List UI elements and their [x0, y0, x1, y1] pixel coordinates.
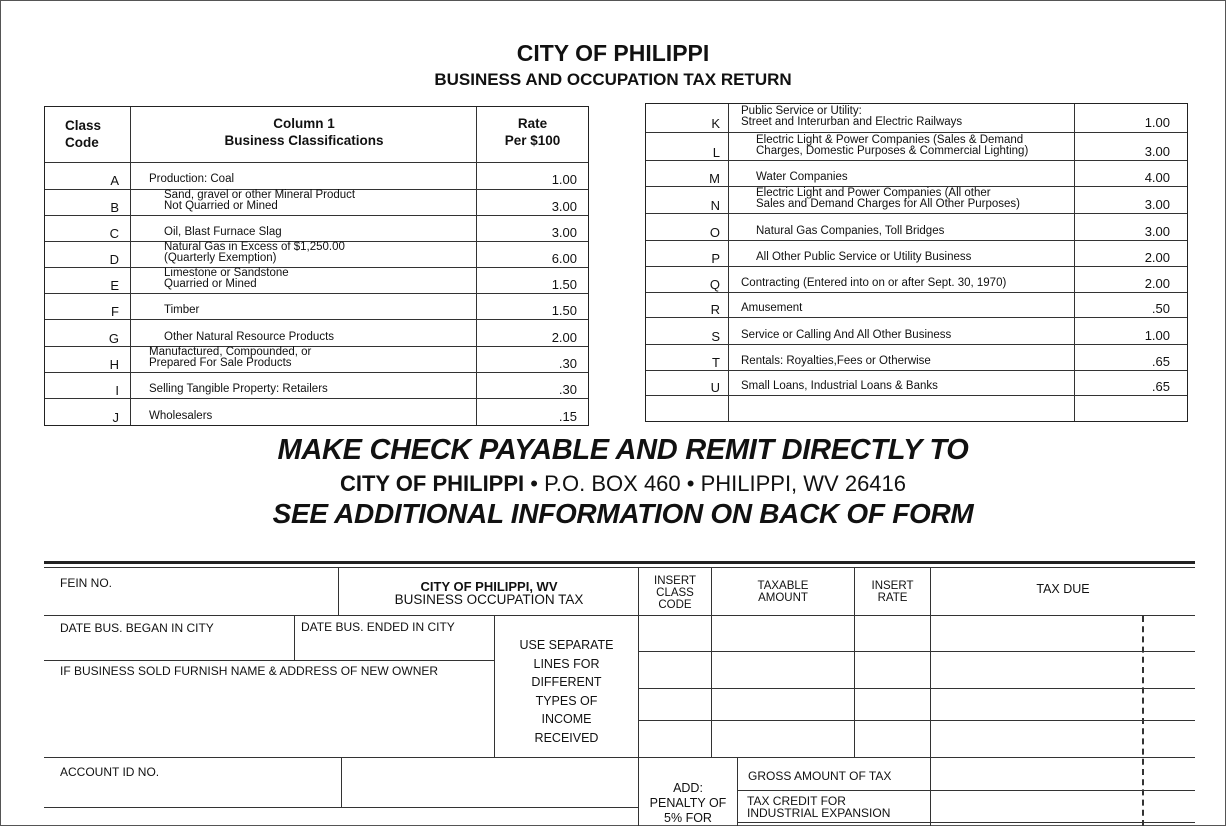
class-code: E: [110, 278, 119, 293]
cents-separator: [1142, 616, 1144, 826]
gross-amount-label: GROSS AMOUNT OF TAX: [748, 769, 892, 783]
form-divider: [737, 757, 738, 826]
business-sold-label: IF BUSINESS SOLD FURNISH NAME & ADDRESS OF NEW OWNER: [60, 664, 439, 678]
remit-address: [0, 471, 1226, 497]
rate-row: [45, 398, 588, 426]
rate-row: [45, 293, 588, 320]
form-rule-1: [44, 567, 1195, 568]
tax-rate: 2.00: [1144, 276, 1170, 291]
class-code: A: [110, 173, 119, 188]
date-ended-label: DATE BUS. ENDED IN CITY: [301, 620, 455, 634]
tax-rate: 3.00: [1144, 197, 1170, 212]
form-rule: [44, 757, 1195, 758]
header-business-classifications: Column 1 Business Classifications: [224, 116, 384, 148]
class-code: P: [711, 251, 720, 266]
classification-description: Selling Tangible Property: Retailers: [149, 383, 328, 395]
classification-description: Small Loans, Industrial Loans & Banks: [741, 380, 938, 392]
class-code: D: [109, 252, 119, 267]
form-rule: [44, 807, 638, 808]
tax-rate: 1.00: [1144, 328, 1170, 343]
form-rule: [737, 790, 1195, 791]
class-code: B: [110, 200, 119, 215]
rate-row: [45, 215, 588, 242]
tax-rate: .65: [1151, 379, 1170, 394]
tax-rate: .50: [1151, 301, 1170, 316]
insert-class-code-header: INSERT CLASS CODE: [654, 575, 696, 611]
rate-table-right: [645, 103, 1188, 422]
rate-row: [646, 213, 1187, 241]
rate-row: [45, 189, 588, 216]
rate-row: [646, 344, 1187, 371]
tax-rate: 6.00: [551, 251, 577, 266]
rate-row: [45, 346, 588, 373]
classification-description: Production: Coal: [149, 173, 235, 185]
form-divider: [341, 757, 342, 807]
form-rule: [638, 651, 1195, 652]
class-code: M: [709, 171, 720, 186]
classification-description: Manufactured, Compounded, or Prepared For Sale Products: [149, 346, 312, 369]
classification-description: Other Natural Resource Products: [164, 331, 335, 343]
form-rule: [737, 822, 1195, 823]
tax-rate: 3.00: [1144, 224, 1170, 239]
class-code: N: [710, 198, 720, 213]
classification-description: Water Companies: [756, 171, 848, 183]
rate-row: [45, 241, 588, 268]
date-began-label: DATE BUS. BEGAN IN CITY: [60, 621, 214, 635]
account-id-label: ACCOUNT ID NO.: [60, 765, 160, 779]
tax-credit-label: TAX CREDIT FOR INDUSTRIAL EXPANSION: [747, 794, 891, 820]
tax-rate: 3.00: [1144, 144, 1170, 159]
classification-description: Wholesalers: [149, 410, 213, 422]
remit-note: SEE ADDITIONAL INFORMATION ON BACK OF FORM: [272, 498, 974, 529]
class-code: G: [108, 331, 119, 346]
classification-description: Service or Calling And All Other Business: [741, 329, 952, 341]
tax-rate: 1.00: [1144, 115, 1170, 130]
rate-row: [45, 319, 588, 347]
tax-rate: .15: [558, 409, 577, 424]
remit-box: • P.O. BOX 460 • PHILIPPI, WV 26416: [524, 471, 907, 496]
empty-row-rule: [646, 395, 1187, 396]
class-code: T: [712, 355, 720, 370]
tax-rate: 2.00: [1144, 250, 1170, 265]
class-code: F: [111, 304, 119, 319]
taxable-amount-header: TAXABLE AMOUNT: [757, 580, 809, 604]
tax-due-header: TAX DUE: [1036, 582, 1090, 596]
class-code: O: [709, 225, 720, 240]
tax-rate: .30: [558, 382, 577, 397]
remit-city: CITY OF PHILIPPI: [339, 471, 525, 496]
tax-rate: 1.00: [551, 172, 577, 187]
class-code: H: [109, 357, 119, 372]
class-code: L: [712, 145, 720, 160]
rate-row: [646, 317, 1187, 345]
classification-description: Natural Gas Companies, Toll Bridges: [756, 225, 945, 237]
class-code: K: [711, 116, 720, 131]
rate-row: [646, 292, 1187, 318]
form-rule-2: [44, 615, 1195, 616]
rate-row: [646, 266, 1187, 293]
classification-description: Amusement: [741, 302, 803, 314]
rate-row: [646, 370, 1187, 396]
page-title: CITY OF PHILIPPI: [516, 40, 710, 66]
rate-row: [646, 186, 1187, 214]
classification-description: Electric Light and Power Companies (All other Sales and Demand Charges for All Other Purposes): [756, 187, 1020, 210]
form-divider: [338, 567, 339, 615]
class-code: I: [115, 383, 119, 398]
rate-row: [646, 160, 1187, 187]
tax-rate: 1.50: [551, 277, 577, 292]
class-code: U: [710, 380, 720, 395]
header-rate: Rate Per $100: [504, 116, 561, 148]
class-code: Q: [709, 277, 720, 292]
class-code: J: [112, 410, 119, 425]
rate-row: [45, 162, 588, 189]
class-code: C: [109, 226, 119, 241]
form-subtitle: BUSINESS OCCUPATION TAX: [394, 592, 584, 607]
classification-description: Public Service or Utility: Street and Interurban and Electric Railways: [741, 105, 963, 128]
tax-rate: .30: [558, 356, 577, 371]
fein-label: FEIN NO.: [60, 576, 113, 590]
form-rule: [638, 688, 1195, 689]
tax-rate: 2.00: [551, 330, 577, 345]
classification-description: Oil, Blast Furnace Slag: [164, 226, 282, 238]
rate-row: [45, 267, 588, 294]
insert-rate-header: INSERT RATE: [871, 580, 914, 604]
rate-row: [646, 104, 1187, 132]
classification-description: Electric Light & Power Companies (Sales & Demand Charges, Domestic Purposes & Commercial Lighting): [756, 134, 1029, 157]
form-divider: [294, 615, 295, 660]
page-subtitle: BUSINESS AND OCCUPATION TAX RETURN: [434, 70, 792, 89]
rate-row: [646, 132, 1187, 161]
classification-description: All Other Public Service or Utility Business: [756, 251, 972, 263]
classification-description: Limestone or Sandstone Quarried or Mined: [164, 267, 289, 290]
form-divider: [930, 567, 931, 826]
classification-description: Timber: [164, 304, 200, 316]
form-top-rule: [44, 561, 1195, 564]
class-code: S: [711, 329, 720, 344]
classification-description: Sand, gravel or other Mineral Product Not Quarried or Mined: [164, 189, 356, 212]
tax-rate: 3.00: [551, 225, 577, 240]
rate-table-left: [44, 106, 589, 426]
form-rule: [638, 720, 1195, 721]
classification-description: Contracting (Entered into on or after Sept. 30, 1970): [741, 277, 1007, 289]
classification-description: Rentals: Royalties,Fees or Otherwise: [741, 355, 931, 367]
use-separate-note: USE SEPARATE LINES FOR DIFFERENT TYPES OF INCOME RECEIVED: [519, 638, 614, 745]
tax-rate: 3.00: [551, 199, 577, 214]
rate-row: [646, 240, 1187, 267]
classification-description: Natural Gas in Excess of $1,250.00 (Quarterly Exemption): [164, 241, 345, 264]
class-code: R: [710, 302, 720, 317]
rate-row: [45, 372, 588, 399]
tax-rate: 1.50: [551, 303, 577, 318]
form-rule: [44, 660, 494, 661]
tax-rate: .65: [1151, 354, 1170, 369]
remit-heading: MAKE CHECK PAYABLE AND REMIT DIRECTLY TO: [277, 434, 969, 466]
add-penalty-note: ADD: PENALTY OF 5% FOR: [649, 781, 727, 825]
tax-rate: 4.00: [1144, 170, 1170, 185]
form-title: CITY OF PHILIPPI, WV: [420, 579, 558, 594]
header-class-code: Class Code: [65, 118, 102, 150]
